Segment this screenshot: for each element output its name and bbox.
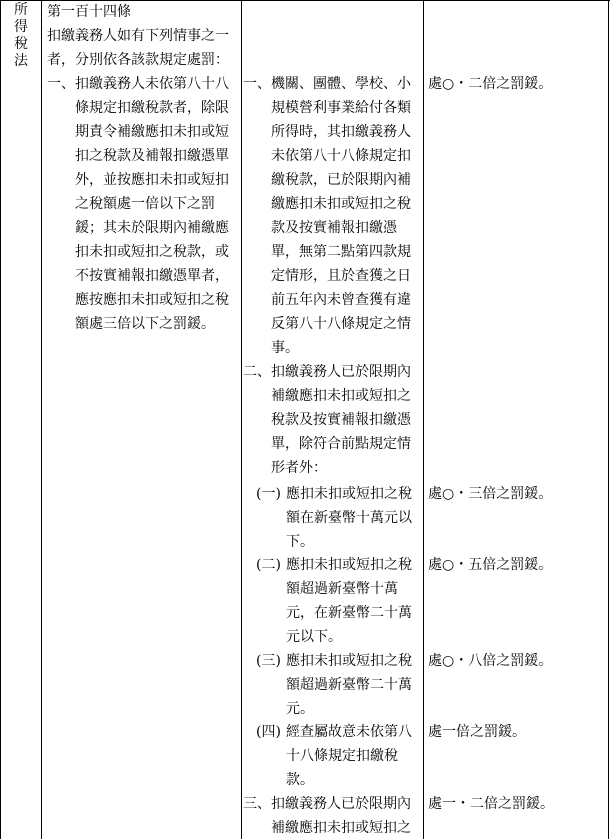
article-item-line: 扣之稅款及補報扣繳憑單 [75,148,229,164]
table-left-border [0,0,1,839]
case-line: 十八條規定扣繳稅 [286,748,398,764]
case-line: 扣繳義務人已於限期內 [271,796,411,812]
case-line: 單，無第二點第四款規 [271,244,411,260]
case-line: 應扣未扣或短扣之稅 [286,653,412,669]
case-marker: 二、 [243,364,271,380]
case-line: 定情形，且於查獲之日 [271,268,411,284]
case-line: 額超過新臺幣二十萬 [286,677,412,693]
article-item-line: 外，並按應扣未扣或短扣 [75,172,229,188]
case-line: 應扣未扣或短扣之稅 [286,486,412,502]
item-marker: 一、 [47,76,75,92]
case-line: 元。 [286,701,314,717]
article-item-line: 扣未扣或短扣之稅款，或 [75,244,229,260]
article-item-line: 條規定扣繳稅款者，除限 [75,100,229,116]
case-line: 補繳應扣未扣或短扣之 [271,388,411,404]
penalty-text: 處○・八倍之罰鍰。 [428,653,553,669]
case-line: 所得時，其扣繳義務人 [271,124,411,140]
case-line: 稅款及按實補報扣繳憑 [271,412,411,428]
article-intro-line: 扣繳義務人如有下列情事之一 [47,28,229,44]
case-marker: 一、 [243,76,271,92]
penalty-text: 處○・二倍之罰鍰。 [428,76,553,92]
subcase-marker: (四) [256,724,281,740]
case-line: 補繳應扣未扣或短扣之 [271,820,411,836]
case-line: 未依第八十八條規定扣 [271,148,411,164]
article-title: 第一百十四條 [47,4,131,20]
penalty-text: 處○・三倍之罰鍰。 [428,486,553,502]
case-line: 元以下。 [286,629,342,645]
case-line: 機關、團體、學校、小 [271,76,411,92]
penalty-text: 處一・二倍之罰鍰。 [428,796,554,812]
subcase-marker: (三) [256,653,281,669]
case-line: 事。 [271,340,299,356]
case-line: 經查屬故意未依第八 [286,724,412,740]
case-line: 款及按實補報扣繳憑 [271,220,397,236]
article-item-line: 期責令補繳應扣未扣或短 [75,124,229,140]
table-right-border [608,0,609,839]
article-intro-line: 者，分別依各該款規定處罰： [47,52,229,68]
law-name: 所得稅法 [14,2,28,69]
article-item-line: 額處三倍以下之罰鍰。 [75,316,215,332]
case-line: 額在新臺幣十萬元以 [286,510,412,526]
case-line: 繳稅款，已於限期內補 [271,172,411,188]
col-divider-3 [423,0,424,839]
case-line: 繳應扣未扣或短扣之稅 [271,196,411,212]
case-line: 下。 [286,534,314,550]
subcase-marker: (二) [256,557,281,573]
case-line: 款。 [286,772,314,788]
case-line: 額超過新臺幣十萬 [286,581,398,597]
penalty-text: 處一倍之罰鍰。 [428,724,526,740]
penalty-text: 處○・五倍之罰鍰。 [428,557,553,573]
article-item-line: 之稅額處一倍以下之罰 [75,196,215,212]
subcase-marker: (一) [256,486,281,502]
case-line: 扣繳義務人已於限期內 [271,364,411,380]
case-line: 單，除符合前點規定情 [271,436,411,452]
case-line: 形者外： [271,460,327,476]
case-line: 反第八十八條規定之情 [271,316,411,332]
article-item-line: 應按應扣未扣或短扣之稅 [75,292,229,308]
case-line: 規模營利事業給付各類 [271,100,411,116]
article-item-line: 扣繳義務人未依第八十八 [75,76,229,92]
article-item-line: 不按實補報扣繳憑單者， [75,268,229,284]
article-item-line: 鍰；其未於限期內補繳應 [75,220,229,236]
case-marker: 三、 [243,796,271,812]
col-divider-2 [241,0,242,839]
case-line: 應扣未扣或短扣之稅 [286,557,412,573]
case-line: 元，在新臺幣二十萬 [286,605,412,621]
col-divider-1 [41,0,42,839]
case-line: 前五年內未曾查獲有違 [271,292,411,308]
